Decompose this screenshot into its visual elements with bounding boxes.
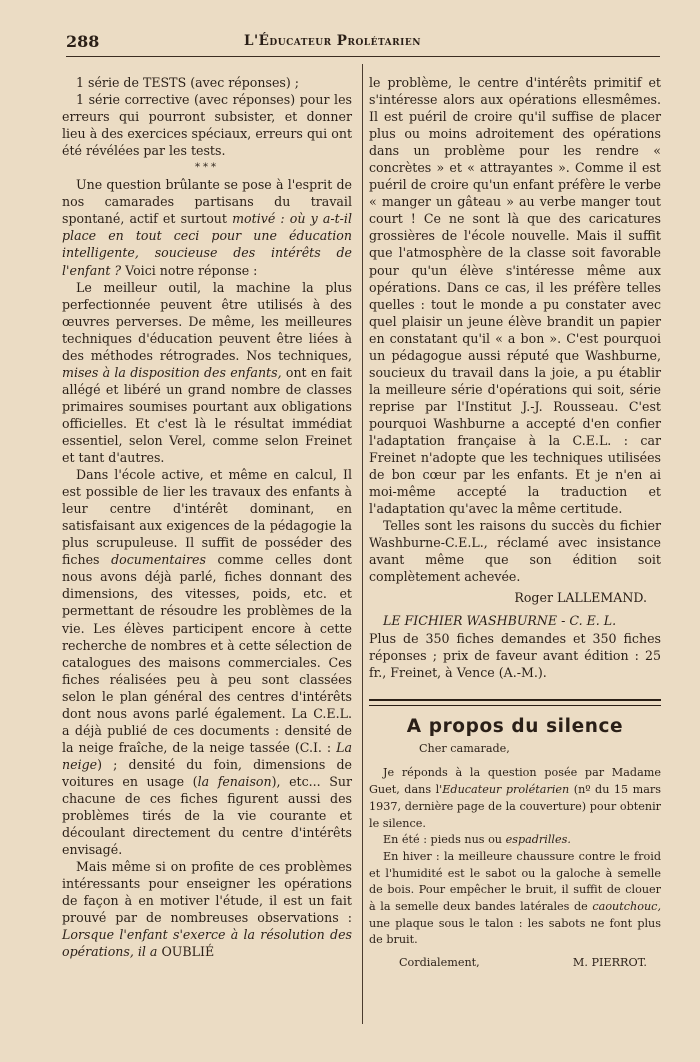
paragraph: En été : pieds nus ou espadrilles. bbox=[383, 833, 571, 847]
letter-signature: M. PIERROT. bbox=[572, 956, 647, 970]
page-header bbox=[66, 28, 660, 57]
paragraph: En hiver : la meilleure chaussure contre le froid et l'humidité est le sabot ou la galoche à semelle de bois. Pour empêcher le bruit, il suffit de clouer à la semelle deux bandes latérales de caoutchouc, une plaque sous le talon : les sabots ne font plus de bruit. bbox=[369, 849, 661, 947]
letter-closing bbox=[369, 955, 661, 972]
announcement-text: Plus de 350 fiches demandes et 350 fiches réponses ; prix de faveur avant édition : 25 fr., Freinet, à Vence (A.-M.). bbox=[369, 630, 661, 680]
letter bbox=[369, 741, 661, 972]
author-signature: Roger LALLEMAND. bbox=[514, 590, 647, 606]
section-separator: *** bbox=[195, 162, 219, 174]
section-rule bbox=[369, 699, 661, 706]
right-column bbox=[369, 74, 661, 972]
page-number: 288 bbox=[66, 32, 100, 51]
journal-title: L'Éducateur Prolétarien bbox=[244, 33, 421, 49]
article-title: A propos du silence bbox=[406, 715, 624, 737]
paragraph: Je réponds à la question posée par Madame Guet, dans l'Educateur prolétarien (nº du 15 mars 1937, dernière page de la couverture) pour obtenir le silence. bbox=[369, 766, 662, 830]
announcement-title: LE FICHIER WASHBURNE - C. E. L. bbox=[383, 613, 617, 629]
paragraph: Dans l'école active, et même en calcul, Il est possible de lier les travaux des enfants à leur centre d'intérêt dominant, en satisfaisant aux exigences de la pédagogie la plus scrupuleuse. Il suffit de posséder des fiches documentaires comme celles dont nous avons déjà parlé, fiches donnant des dimensions, des vitesses, poids, etc. et permettant de résoudre les problèmes de la vie. Les élèves participent encore à cette recherche de nombres et à cette sélection de catalogues des maisons commerciales. Ces fiches réalisées peu à peu sont classées selon le plan général des centres d'intérêts dont nous avons parlé également. La C.E.L. a déjà publié de ces documents : densité de la neige fraîche, de la neige tassée (C.I. : La neige) ; densité du foin, dimensions de voitures en usage (la fenaison), etc... Sur chacune de ces fiches figurent aussi des problèmes tirés de la vie courante et découlant directement du centre d'intérêts envisagé. bbox=[62, 467, 352, 858]
paragraph: Le meilleur outil, la machine la plus perfectionnée peuvent être utilisés à des œuvres perverses. De même, les meilleures techniques d'éducation peuvent être liées à des méthodes rétrogrades. Nos techniques, mises à la disposition des enfants, ont en fait allégé et libéré un grand nombre de classes primaires soumises pourtant aux obligations officielles. Et c'est là le résultat immédiat essentiel, selon Verel, comme selon Freinet et tant d'autres. bbox=[62, 279, 352, 466]
paragraph: 1 série de TESTS (avec réponses) ; bbox=[76, 75, 300, 90]
paragraph: le problème, le centre d'intérêts primitif et s'intéresse alors aux opérations ellesmêmes. Il est puéril de croire qu'il suffise de placer plus ou moins adroitement des opérations dans un problème pour les rendre « concrètes » et « attrayantes ». Comme il est puéril de croire qu'un enfant préfère le verbe « manger un gâteau » au verbe manger tout court ! Ce ne sont là que des caricatures grossières de l'école nouvelle. Mais il suffit que l'atmosphère de la classe soit favorable pour qu'un élève s'intéresse même aux opérations. Dans ce cas, il les préfère telles quelles : tout le monde a pu constater avec quel plaisir un jeune élève brandit un papier en constatant qu'il « a bon ». C'est pourquoi un pédagogue aussi réputé que Washburne, soucieux du travail dans la joie, a pu établir la meilleure série d'opérations qui soit, série reprise par l'Institut J.-J. Rousseau. C'est pourquoi Washburne a accepté d'en confier l'adaptation française à la C.E.L. : car Freinet n'adopte que les techniques utilisées de bon cœur par les enfants. Et je n'en ai moi-même accepté la traduction et l'adaptation qu'avec la même certitude. bbox=[369, 75, 661, 517]
paragraph: 1 série corrective (avec réponses) pour les erreurs qui pourront subsister, et donner lieu à des exercices spéciaux, erreurs qui ont été révélées par les tests. bbox=[62, 92, 352, 159]
left-column bbox=[62, 74, 352, 960]
paragraph: Telles sont les raisons du succès du fichier Washburne-C.E.L., réclamé avec insistance avant même que son édition soit complètement achevée. bbox=[369, 518, 661, 585]
column-divider bbox=[362, 64, 363, 1024]
closing-word: Cordialement, bbox=[399, 956, 480, 970]
letter-salutation: Cher camarade, bbox=[419, 741, 510, 755]
paragraph: Une question brûlante se pose à l'esprit de nos camarades partisans du travail spontané, actif et surtout motivé : où y a-t-il place en tout ceci pour une éducation intelligente, soucieuse des intérêts de l'enfant ? Voici notre réponse : bbox=[62, 177, 352, 278]
paragraph: Mais même si on profite de ces problèmes intéressants pour enseigner les opérations de façon à en motiver l'étude, il est un fait prouvé par de nombreuses observations : Lorsque l'enfant s'exerce à la résolution des opérations, il a OUBLIÉ bbox=[62, 859, 352, 960]
